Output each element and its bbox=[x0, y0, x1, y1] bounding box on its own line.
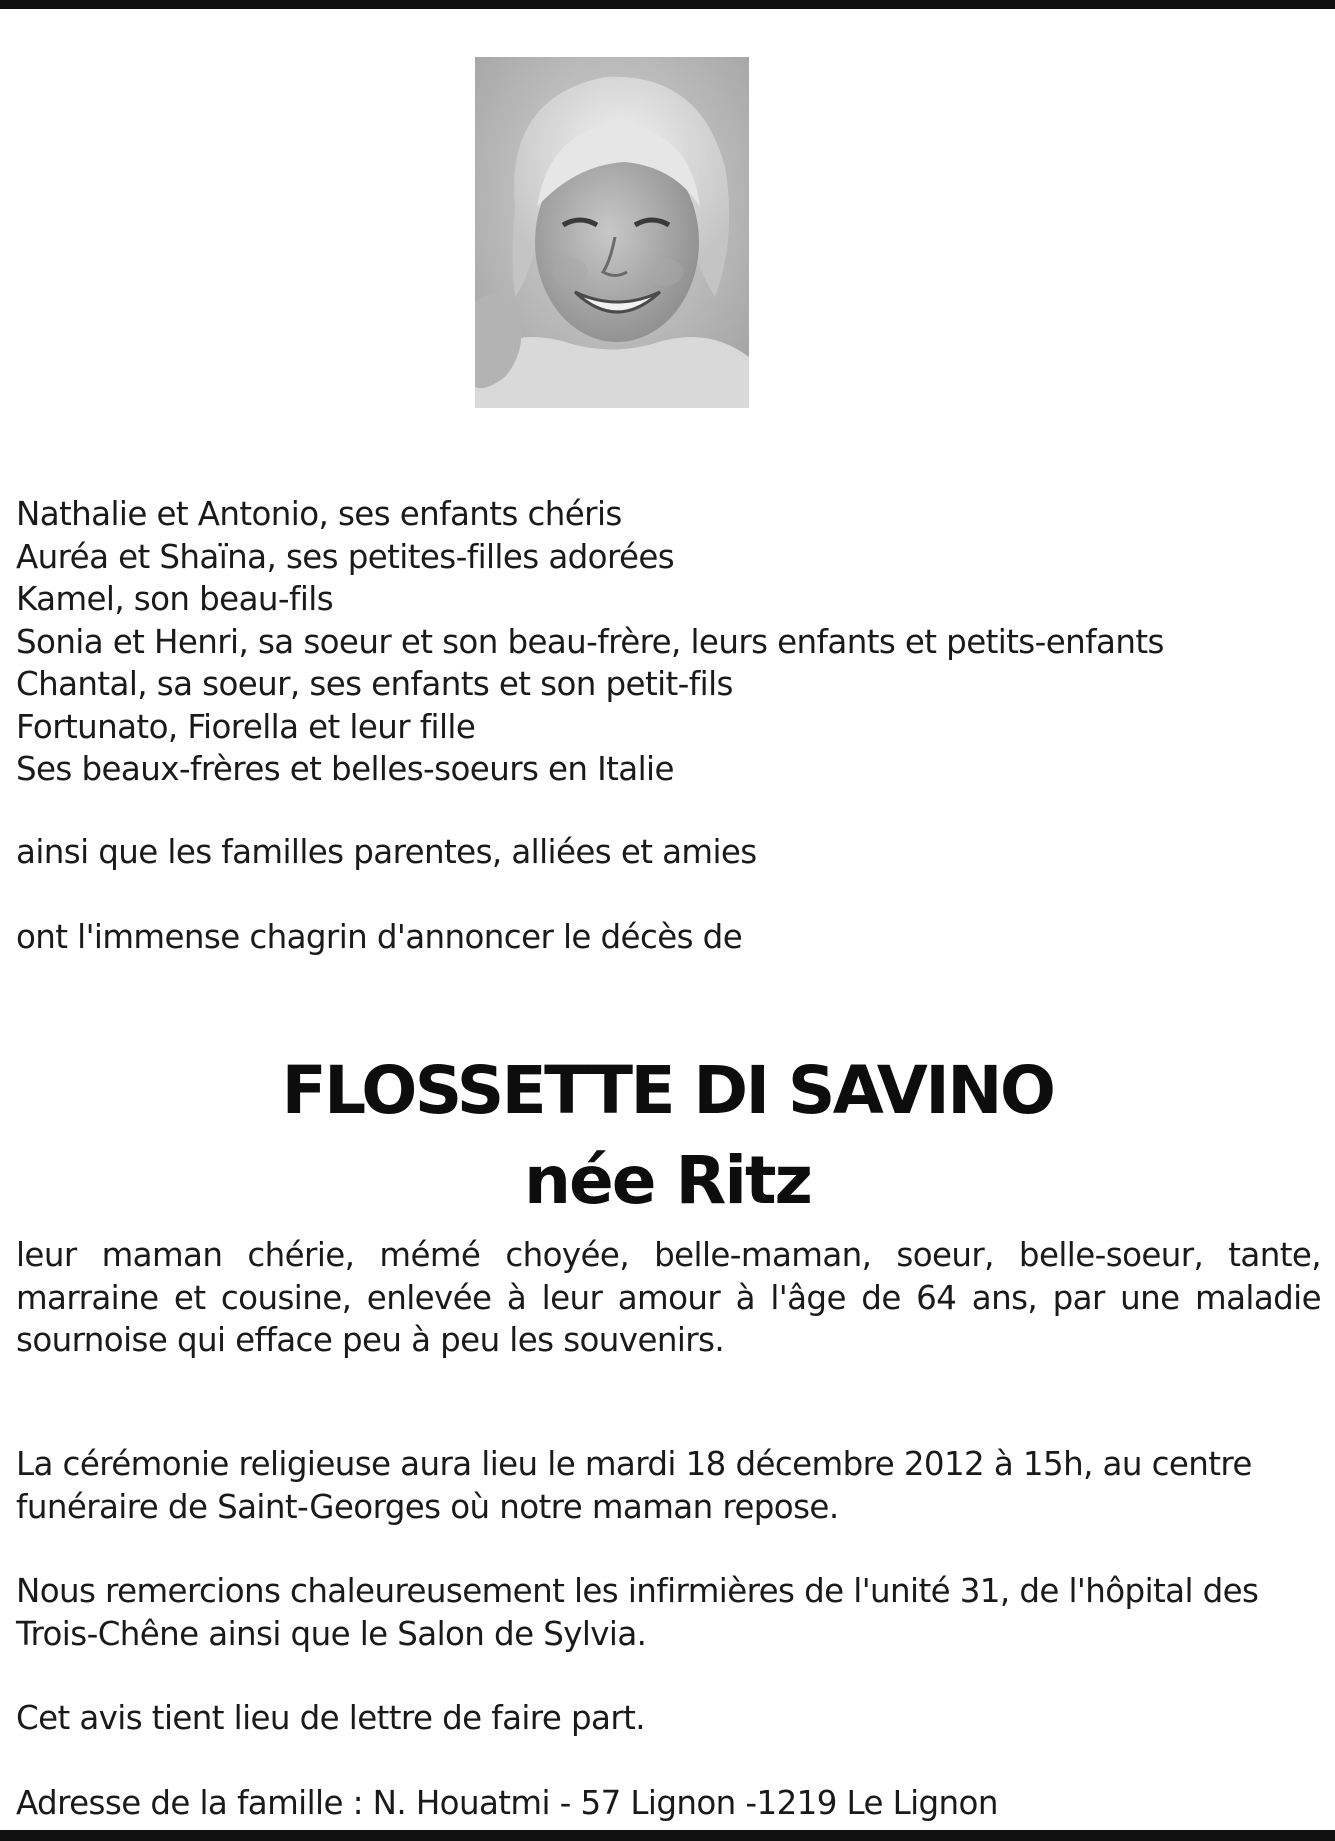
family-line: Sonia et Henri, sa soeur et son beau-frère, leurs enfants et petits-enfants bbox=[16, 622, 1164, 661]
extended-families: ainsi que les familles parentes, alliées et amies bbox=[16, 833, 757, 871]
ceremony-paragraph: La cérémonie religieuse aura lieu le mardi 18 décembre 2012 à 15h, au centre funéraire de Saint-Georges où notre maman repose. bbox=[16, 1445, 1252, 1526]
portrait-photo-icon bbox=[475, 57, 749, 408]
family-address: Adresse de la famille : N. Houatmi - 57 Lignon -1219 Le Lignon bbox=[16, 1784, 998, 1822]
family-line: Auréa et Shaïna, ses petites-filles adorées bbox=[16, 537, 675, 576]
birth-name: née Ritz bbox=[524, 1142, 811, 1219]
notice-text: Cet avis tient lieu de lettre de faire part. bbox=[16, 1699, 645, 1737]
portrait-photo bbox=[475, 57, 749, 408]
family-line: Fortunato, Fiorella et leur fille bbox=[16, 707, 476, 746]
thanks-paragraph: Nous remercions chaleureusement les infirmières de l'unité 31, de l'hôpital des Trois-Chêne ainsi que le Salon de Sylvia. bbox=[16, 1572, 1259, 1653]
family-line: Nathalie et Antonio, ses enfants chéris bbox=[16, 495, 622, 533]
family-line: Ses beaux-frères et belles-soeurs en Italie bbox=[16, 750, 674, 788]
bottom-rule bbox=[0, 1830, 1335, 1841]
tribute-paragraph: leur maman chérie, mémé choyée, belle-maman, soeur, belle-soeur, tante, marraine et cousine, enlevée à leur amour à l'âge de 64 ans, par une maladie sournoise qui efface peu à peu les souvenirs. bbox=[16, 1236, 1321, 1359]
family-line: Kamel, son beau-fils bbox=[16, 580, 334, 618]
deceased-name: FLOSSETTE DI SAVINO bbox=[281, 1052, 1054, 1129]
top-rule bbox=[0, 0, 1335, 9]
announcement-text: ont l'immense chagrin d'annoncer le décès de bbox=[16, 918, 743, 956]
family-line: Chantal, sa soeur, ses enfants et son petit-fils bbox=[16, 665, 733, 703]
family-list bbox=[16, 493, 1321, 791]
deceased-heading bbox=[0, 1046, 1335, 1226]
